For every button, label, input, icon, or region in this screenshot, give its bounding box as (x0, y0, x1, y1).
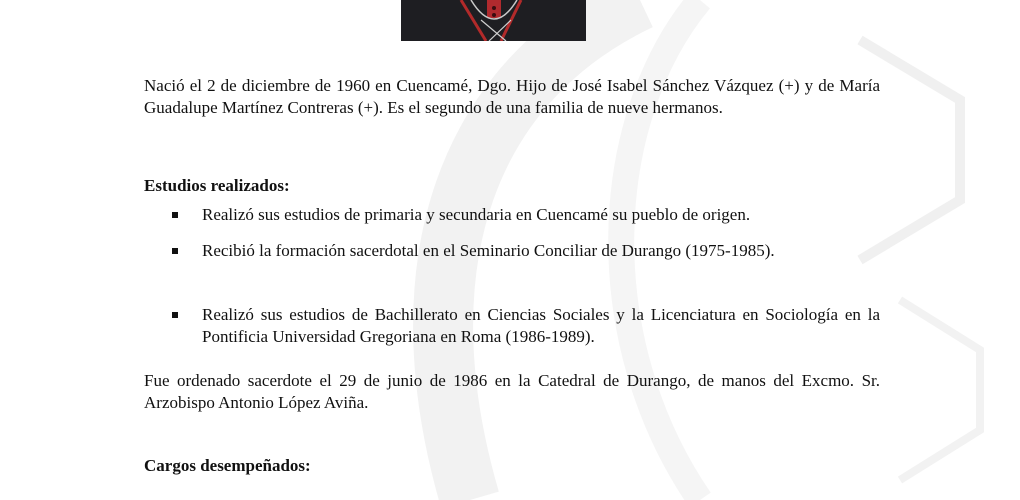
positions-heading: Cargos desempeñados: (144, 456, 311, 475)
bullet-icon (172, 212, 178, 218)
ordination-paragraph: Fue ordenado sacerdote el 29 de junio de 1986 en la Catedral de Durango, de manos del Excmo. Sr. Arzobispo Antonio López Aviña. (144, 371, 880, 412)
studies-heading: Estudios realizados: (144, 176, 290, 195)
intro-paragraph: Nació el 2 de diciembre de 1960 en Cuencamé, Dgo. Hijo de José Isabel Sánchez Vázquez (+) y de María Guadalupe Martínez Contreras (+). Es el segundo de una familia de nueve hermanos. (144, 76, 880, 117)
list-item: Recibió la formación sacerdotal en el Seminario Conciliar de Durango (1975-1985). (172, 240, 880, 262)
list-item: Realizó sus estudios de primaria y secundaria en Cuencamé su pueblo de origen. (172, 204, 880, 226)
bullet-icon (172, 312, 178, 318)
bullet-icon (172, 248, 178, 254)
portrait-photo (401, 0, 586, 41)
list-item: Realizó sus estudios de Bachillerato en Ciencias Sociales y la Licenciatura en Sociología en la Pontificia Universidad Gregoriana en Roma (1986-1989). (172, 304, 880, 348)
